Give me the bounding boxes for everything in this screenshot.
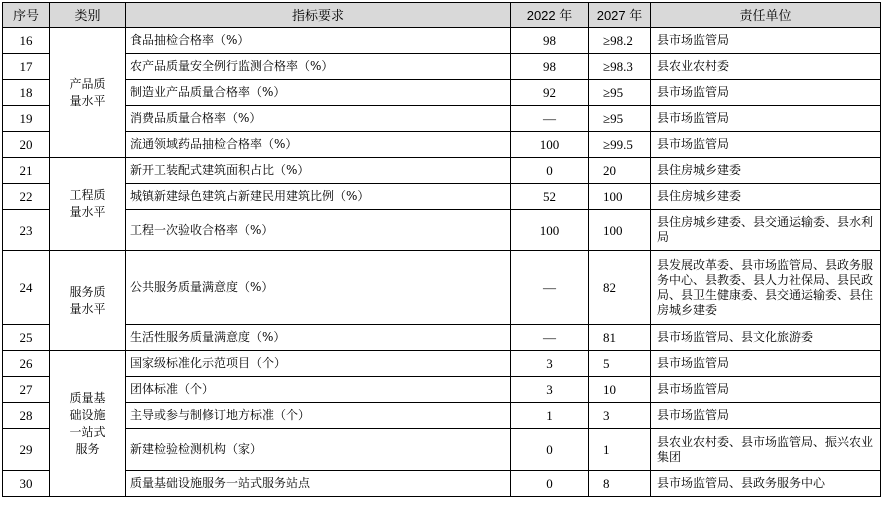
dept-cell: 县市场监管局 bbox=[651, 377, 881, 403]
value-2027: 100 bbox=[589, 184, 651, 210]
table-row bbox=[3, 351, 881, 377]
indicator-cell: 农产品质量安全例行监测合格率（%） bbox=[126, 54, 511, 80]
value-2027: 3 bbox=[589, 403, 651, 429]
table-row bbox=[3, 471, 881, 497]
header-seq: 序号 bbox=[3, 3, 50, 28]
row-seq: 26 bbox=[3, 351, 50, 377]
value-2022: 98 bbox=[511, 28, 589, 54]
value-2022: 0 bbox=[511, 158, 589, 184]
indicator-cell: 新建检验检测机构（家） bbox=[126, 429, 511, 471]
quality-indicator-table bbox=[2, 2, 881, 497]
row-seq: 21 bbox=[3, 158, 50, 184]
value-2022: 1 bbox=[511, 403, 589, 429]
value-2027: ≥95 bbox=[589, 106, 651, 132]
table-row bbox=[3, 106, 881, 132]
row-seq: 22 bbox=[3, 184, 50, 210]
header-dept: 责任单位 bbox=[651, 3, 881, 28]
value-2022: 98 bbox=[511, 54, 589, 80]
dept-cell: 县市场监管局 bbox=[651, 351, 881, 377]
value-2027: ≥99.5 bbox=[589, 132, 651, 158]
row-seq: 23 bbox=[3, 210, 50, 251]
row-seq: 29 bbox=[3, 429, 50, 471]
row-seq: 25 bbox=[3, 325, 50, 351]
table-row bbox=[3, 158, 881, 184]
dept-cell: 县市场监管局 bbox=[651, 106, 881, 132]
value-2027: 1 bbox=[589, 429, 651, 471]
category-cell: 质量基础设施一站式服务 bbox=[50, 351, 126, 497]
value-2022: 52 bbox=[511, 184, 589, 210]
value-2022: — bbox=[511, 325, 589, 351]
table-row bbox=[3, 132, 881, 158]
row-seq: 24 bbox=[3, 251, 50, 325]
value-2027: 5 bbox=[589, 351, 651, 377]
value-2027: ≥98.3 bbox=[589, 54, 651, 80]
indicator-cell: 城镇新建绿色建筑占新建民用建筑比例（%） bbox=[126, 184, 511, 210]
value-2022: 3 bbox=[511, 377, 589, 403]
indicator-cell: 主导或参与制修订地方标准（个） bbox=[126, 403, 511, 429]
dept-cell: 县市场监管局 bbox=[651, 28, 881, 54]
table-row bbox=[3, 429, 881, 471]
value-2022: 100 bbox=[511, 210, 589, 251]
table-row bbox=[3, 377, 881, 403]
indicator-cell: 工程一次验收合格率（%） bbox=[126, 210, 511, 251]
header-row bbox=[3, 3, 881, 28]
header-category: 类别 bbox=[50, 3, 126, 28]
header-2022: 2022 年 bbox=[511, 3, 589, 28]
table-row bbox=[3, 54, 881, 80]
row-seq: 19 bbox=[3, 106, 50, 132]
indicator-cell: 生活性服务质量满意度（%） bbox=[126, 325, 511, 351]
row-seq: 20 bbox=[3, 132, 50, 158]
indicator-cell: 新开工装配式建筑面积占比（%） bbox=[126, 158, 511, 184]
value-2027: 20 bbox=[589, 158, 651, 184]
value-2022: — bbox=[511, 251, 589, 325]
value-2022: — bbox=[511, 106, 589, 132]
value-2027: 81 bbox=[589, 325, 651, 351]
indicator-cell: 团体标准（个） bbox=[126, 377, 511, 403]
indicator-cell: 食品抽检合格率（%） bbox=[126, 28, 511, 54]
dept-cell: 县住房城乡建委 bbox=[651, 158, 881, 184]
indicator-cell: 质量基础设施服务一站式服务站点 bbox=[126, 471, 511, 497]
header-2027: 2027 年 bbox=[589, 3, 651, 28]
row-seq: 27 bbox=[3, 377, 50, 403]
category-cell: 产品质量水平 bbox=[50, 28, 126, 158]
dept-cell: 县市场监管局 bbox=[651, 80, 881, 106]
dept-cell: 县发展改革委、县市场监管局、县政务服务中心、县教委、县人力社保局、县民政局、县卫生健康委、县交通运输委、县住房城乡建委 bbox=[651, 251, 881, 325]
value-2022: 0 bbox=[511, 429, 589, 471]
indicator-cell: 消费品质量合格率（%） bbox=[126, 106, 511, 132]
dept-cell: 县市场监管局、县文化旅游委 bbox=[651, 325, 881, 351]
row-seq: 30 bbox=[3, 471, 50, 497]
value-2027: 82 bbox=[589, 251, 651, 325]
indicator-cell: 公共服务质量满意度（%） bbox=[126, 251, 511, 325]
value-2027: 10 bbox=[589, 377, 651, 403]
table-row bbox=[3, 80, 881, 106]
row-seq: 18 bbox=[3, 80, 50, 106]
value-2027: ≥95 bbox=[589, 80, 651, 106]
value-2022: 3 bbox=[511, 351, 589, 377]
dept-cell: 县市场监管局 bbox=[651, 132, 881, 158]
header-indicator: 指标要求 bbox=[126, 3, 511, 28]
dept-cell: 县住房城乡建委、县交通运输委、县水利局 bbox=[651, 210, 881, 251]
value-2022: 100 bbox=[511, 132, 589, 158]
table-row bbox=[3, 28, 881, 54]
value-2022: 0 bbox=[511, 471, 589, 497]
category-cell: 工程质量水平 bbox=[50, 158, 126, 251]
row-seq: 17 bbox=[3, 54, 50, 80]
table-row bbox=[3, 210, 881, 251]
value-2027: 100 bbox=[589, 210, 651, 251]
dept-cell: 县住房城乡建委 bbox=[651, 184, 881, 210]
dept-cell: 县农业农村委 bbox=[651, 54, 881, 80]
indicator-cell: 国家级标准化示范项目（个） bbox=[126, 351, 511, 377]
row-seq: 28 bbox=[3, 403, 50, 429]
indicator-cell: 制造业产品质量合格率（%） bbox=[126, 80, 511, 106]
table-row bbox=[3, 325, 881, 351]
table-row bbox=[3, 251, 881, 325]
row-seq: 16 bbox=[3, 28, 50, 54]
value-2022: 92 bbox=[511, 80, 589, 106]
category-cell: 服务质量水平 bbox=[50, 251, 126, 351]
value-2027: 8 bbox=[589, 471, 651, 497]
table-row bbox=[3, 184, 881, 210]
dept-cell: 县农业农村委、县市场监管局、振兴农业集团 bbox=[651, 429, 881, 471]
value-2027: ≥98.2 bbox=[589, 28, 651, 54]
dept-cell: 县市场监管局、县政务服务中心 bbox=[651, 471, 881, 497]
indicator-cell: 流通领域药品抽检合格率（%） bbox=[126, 132, 511, 158]
dept-cell: 县市场监管局 bbox=[651, 403, 881, 429]
table-row bbox=[3, 403, 881, 429]
